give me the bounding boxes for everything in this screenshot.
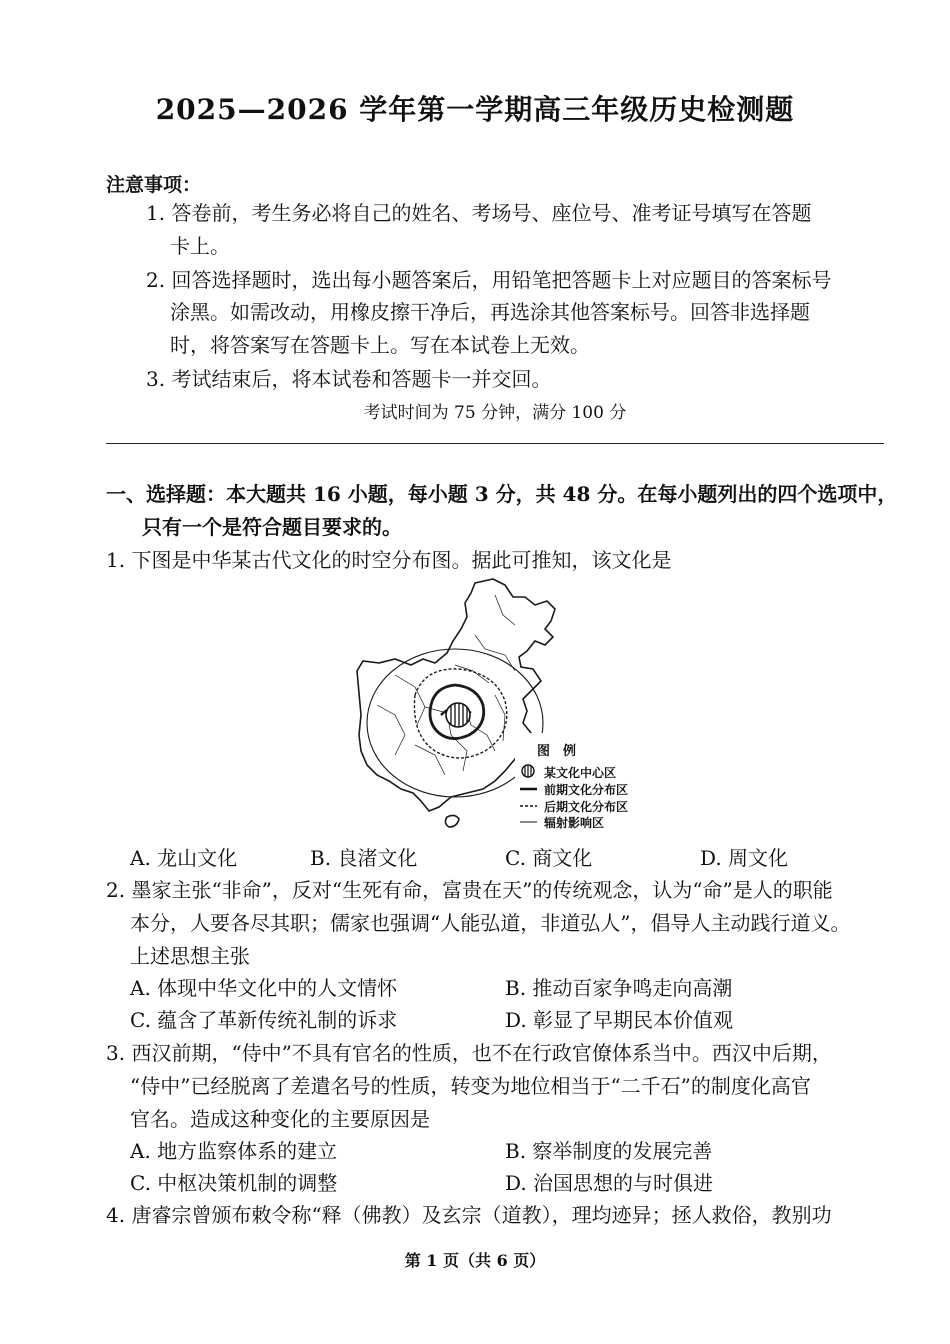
notice-item-2: 2. 回答选择题时，选出每小题答案后，用铅笔把答题卡上对应题目的答案标号 [146, 268, 832, 292]
legend-radiation-label: 辐射影响区 [544, 816, 605, 830]
center-zone [446, 703, 470, 727]
notice-item-2-cont2: 时，将答案写在答题卡上。写在本试卷上无效。 [170, 333, 590, 357]
hainan-island [445, 815, 459, 827]
q2-option-a: A. 体现中华文化中的人文情怀 [130, 976, 398, 1000]
legend-late-label: 后期文化分布区 [544, 800, 629, 814]
q3-option-c: C. 中枢决策机制的调整 [130, 1171, 338, 1195]
q3-option-d: D. 治国思想的与时俱进 [505, 1171, 714, 1195]
q4-stem-line1: 4. 唐睿宗曾颁布敕令称“释（佛教）及玄宗（道教），理均迹异；拯人救俗，教别功 [106, 1203, 832, 1227]
q1-option-a: A. 龙山文化 [130, 846, 238, 870]
exam-time-info: 考试时间为 75 分钟，满分 100 分 [363, 403, 627, 423]
q2-stem-line1: 2. 墨家主张“非命”，反对“生死有命，富贵在天”的传统观念，认为“命”是人的职能 [106, 878, 833, 902]
q1-option-d: D. 周文化 [700, 846, 789, 870]
q2-option-d: D. 彰显了早期民本价值观 [505, 1008, 734, 1032]
notice-item-1-cont: 卡上。 [170, 234, 230, 258]
legend-center-label: 某文化中心区 [544, 766, 617, 780]
q1-option-c: C. 商文化 [505, 846, 593, 870]
legend-center-symbol [522, 765, 534, 777]
divider [106, 443, 884, 444]
legend-title: 图 例 [537, 744, 577, 759]
notice-item-2-cont: 涂黑。如需改动，用橡皮擦干净后，再选涂其他答案标号。回答非选择题 [170, 300, 810, 324]
q2-stem-line2: 本分，人要各尽其职；儒家也强调“人能弘道，非道弘人”，倡导人主动践行道义。 [130, 911, 851, 935]
notice-item-3: 3. 考试结束后，将本试卷和答题卡一并交回。 [146, 367, 552, 391]
q1-stem: 1. 下图是中华某古代文化的时空分布图。据此可推知，该文化是 [106, 548, 672, 572]
page-footer: 第 1 页（共 6 页） [404, 1251, 546, 1270]
legend-early-label: 前期文化分布区 [544, 783, 629, 797]
q1-option-b: B. 良渚文化 [310, 846, 418, 870]
q2-stem-line3: 上述思想主张 [130, 944, 250, 968]
q2-option-b: B. 推动百家争鸣走向高潮 [505, 976, 733, 1000]
q3-option-b: B. 察举制度的发展完善 [505, 1139, 713, 1163]
notice-item-1: 1. 答卷前，考生务必将自己的姓名、考场号、座位号、准考证号填写在答题 [146, 201, 812, 225]
q3-stem-line1: 3. 西汉前期，“侍中”不具有官名的性质，也不在行政官僚体系当中。西汉中后期， [106, 1041, 832, 1065]
q3-stem-line2: “侍中”已经脱离了差遣名号的性质，转变为地位相当于“二千石”的制度化高官 [130, 1074, 811, 1098]
section1-heading-cont: 只有一个是符合题目要求的。 [142, 515, 402, 539]
page-title: 2025—2026 学年第一学期高三年级历史检测题 [155, 93, 795, 126]
q2-option-c: C. 蕴含了革新传统礼制的诉求 [130, 1008, 398, 1032]
section1-heading: 一、选择题：本大题共 16 小题，每小题 3 分，共 48 分。在每小题列出的四个选项中， [106, 482, 898, 506]
q3-stem-line3: 官名。造成这种变化的主要原因是 [130, 1107, 430, 1131]
notice-heading: 注意事项： [106, 174, 202, 196]
q3-option-a: A. 地方监察体系的建立 [130, 1139, 338, 1163]
